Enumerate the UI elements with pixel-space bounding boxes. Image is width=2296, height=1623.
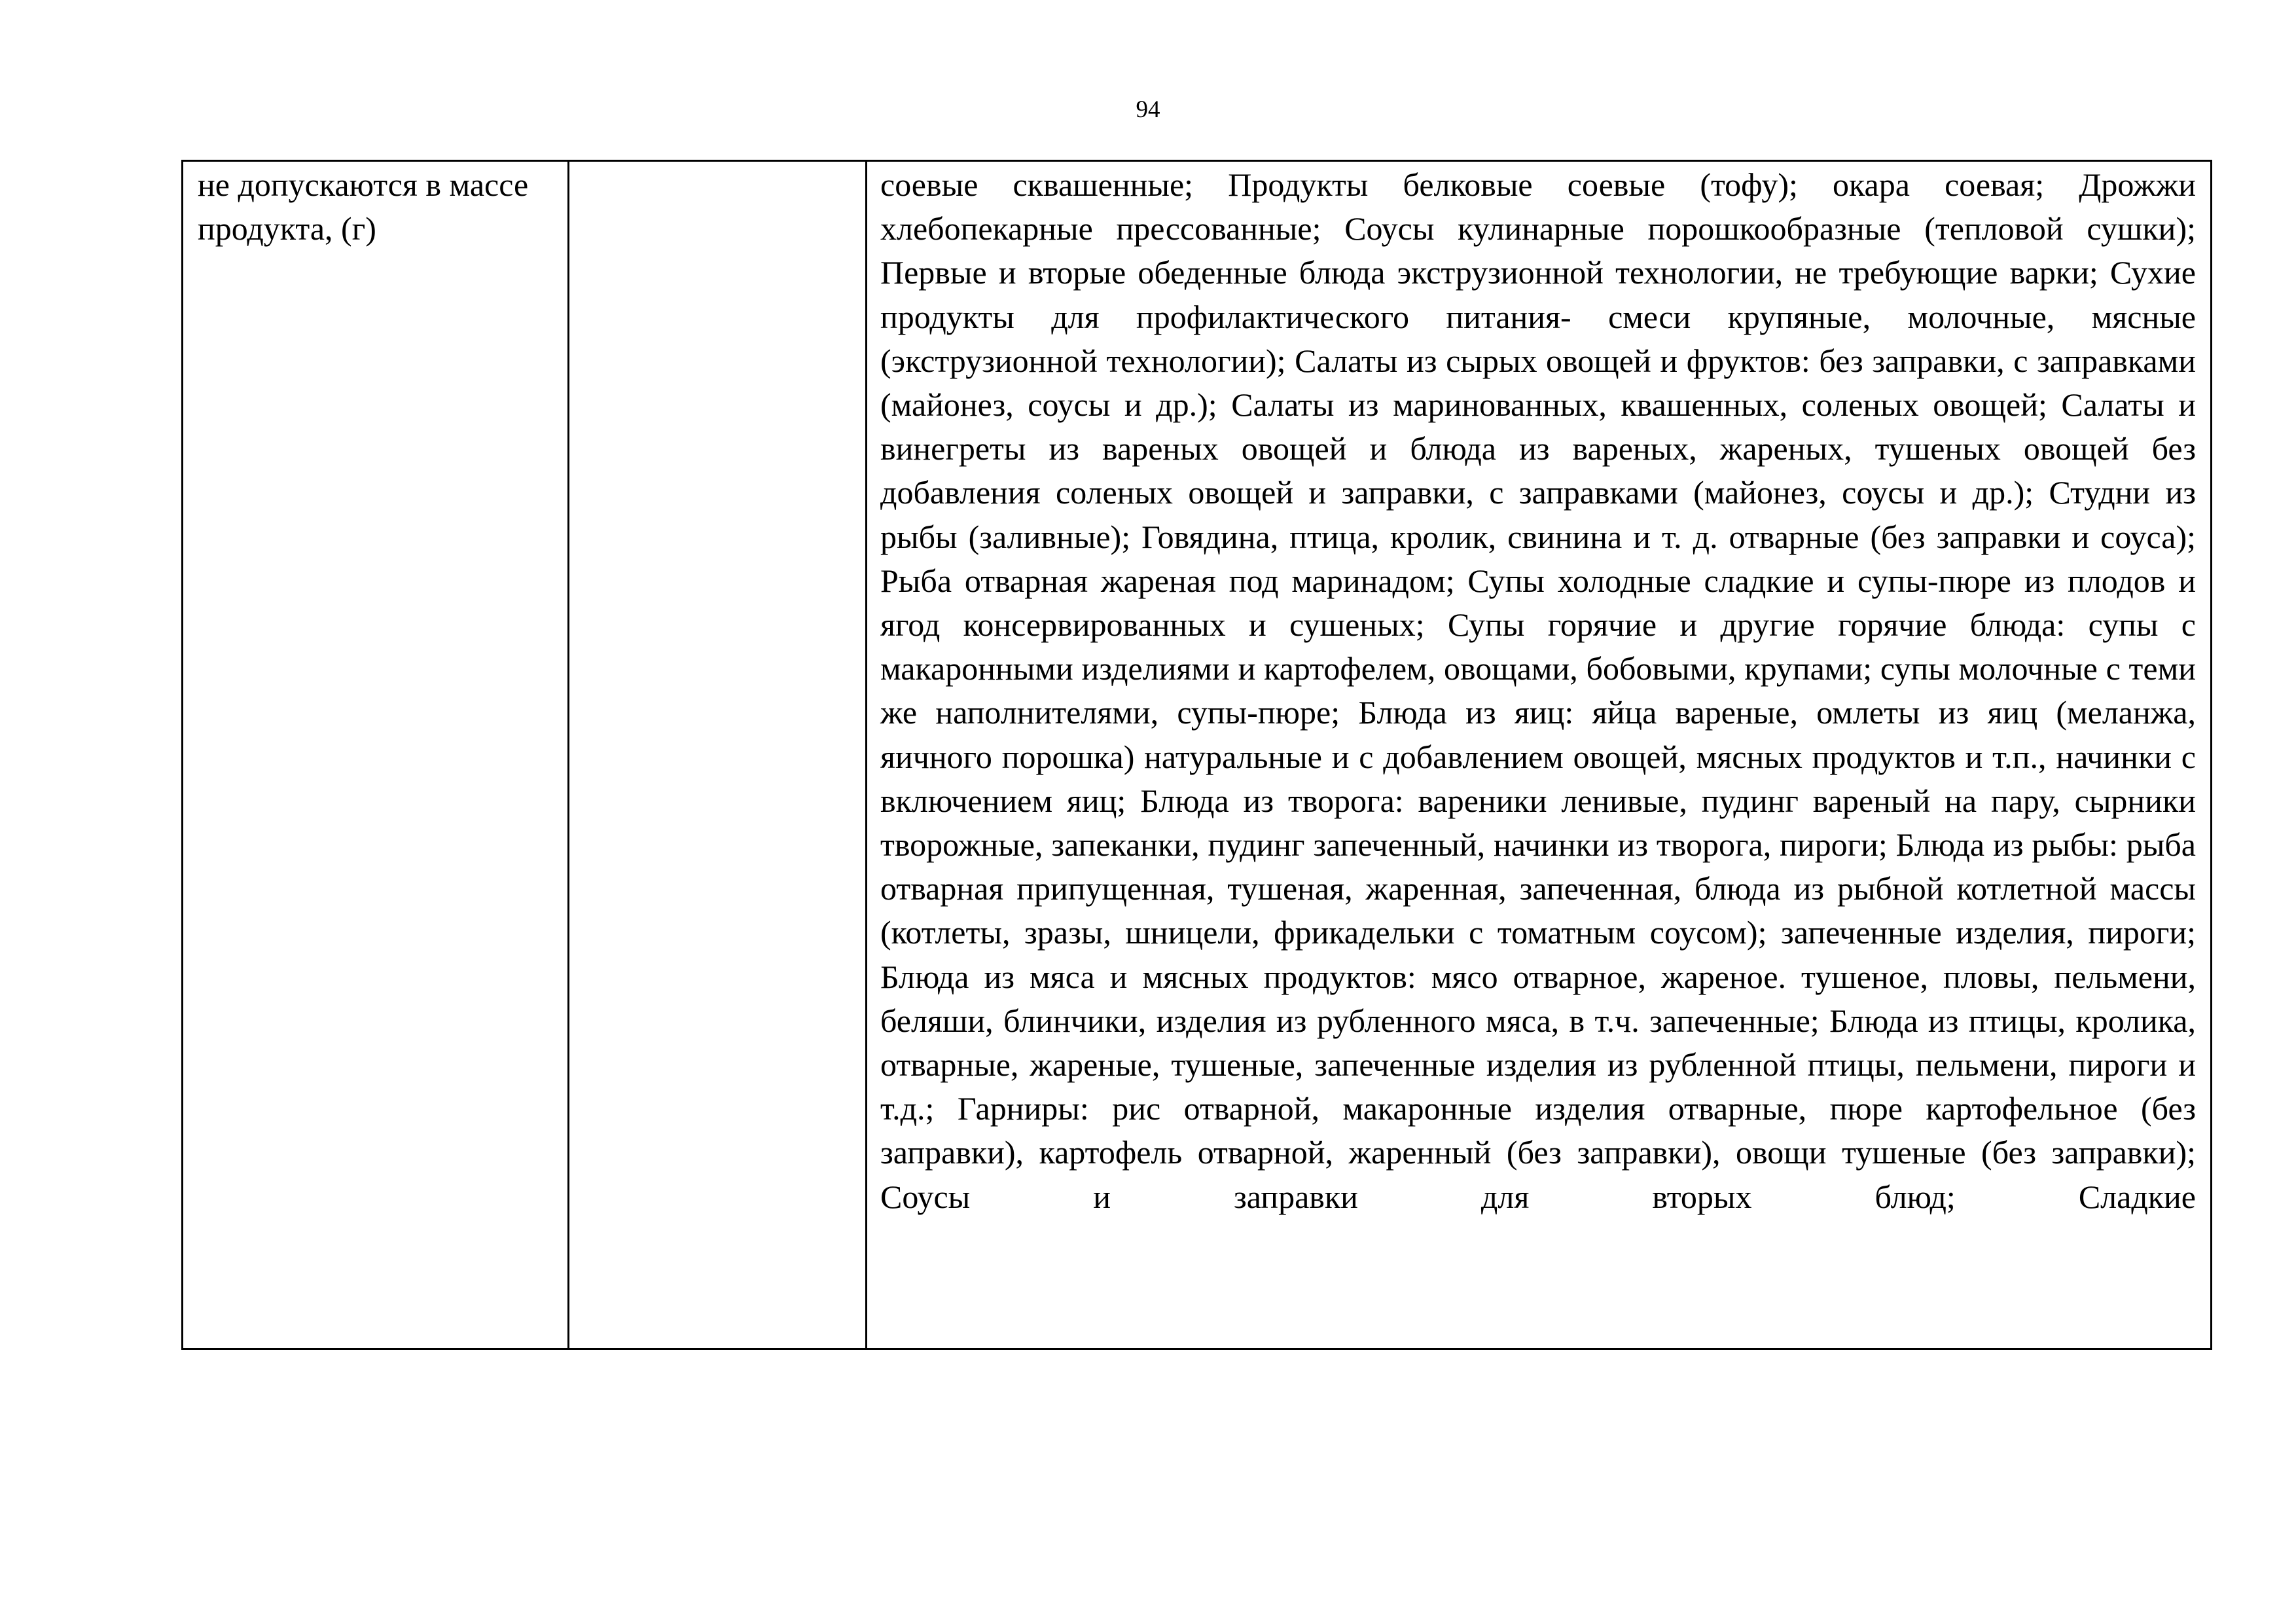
table-cell-empty bbox=[569, 161, 867, 1349]
document-table bbox=[181, 160, 2212, 1350]
table-row bbox=[183, 161, 2212, 1349]
products-list-text: соевые сквашенные; Продукты белковые соевые (тофу); окара соевая; Дрожжи хлебопекарные прессованные; Соусы кулинарные порошкообразные (тепловой сушки); Первые и вторые обеденные блюда экструзионной технологии, не требующие варки; Сухие продукты для профилактического питания- смеси крупяные, молочные, мясные (экструзионной технологии); Салаты из сырых овощей и фруктов: без заправки, с заправками (майонез, соусы и др.); Салаты из маринованных, квашенных, соленых овощей; Салаты и винегреты из вареных овощей и блюда из вареных, жареных, тушеных овощей без добавления соленых овощей и заправки, с заправками (майонез, соусы и др.); Студни из рыбы (заливные); Говядина, птица, кролик, свинина и т. д. отварные (без заправки и соуса); Рыба отварная жареная под маринадом; Супы холодные сладкие и супы-пюре из плодов и ягод консервированных и сушеных; Супы горячие и другие горячие блюда: супы с макаронными изделиями и картофелем, овощами, бобовыми, крупами; супы молочные с теми же наполнителями, супы-пюре; Блюда из яиц: яйца вареные, омлеты из яиц (меланжа, яичного порошка) натуральные и с добавлением овощей, мясных продуктов и т.п., начинки с включением яиц; Блюда из творога: вареники ленивые, пудинг вареный на пару, сырники творожные, запеканки, пудинг запеченный, начинки из творога, пироги; Блюда из рыбы: рыба отварная припущенная, тушеная, жаренная, запеченная, блюда из рыбной котлетной массы (котлеты, зразы, шницели, фрикадельки с томатным соусом); запеченные изделия, пироги; Блюда из мяса и мясных продуктов: мясо отварное, жареное. тушеное, пловы, пельмени, беляши, блинчики, изделия из рубленного мяса, в т.ч. запеченные; Блюда из птицы, кролика, отварные, жареные, тушеные, запеченные изделия из рубленной птицы, пельмени, пироги и т.д.; Гарниры: рис отварной, макаронные изделия отварные, пюре картофельное (без заправки), картофель отварной, жаренный (без заправки), овощи тушеные (без заправки); Соусы и заправки для вторых блюд; Сладкие bbox=[880, 166, 2196, 1215]
table-cell-products bbox=[867, 161, 2212, 1349]
criterion-text: не допускаются в массе продукта, (г) bbox=[198, 166, 529, 247]
page-number: 94 bbox=[1136, 96, 1160, 123]
table-cell-criterion bbox=[183, 161, 569, 1349]
